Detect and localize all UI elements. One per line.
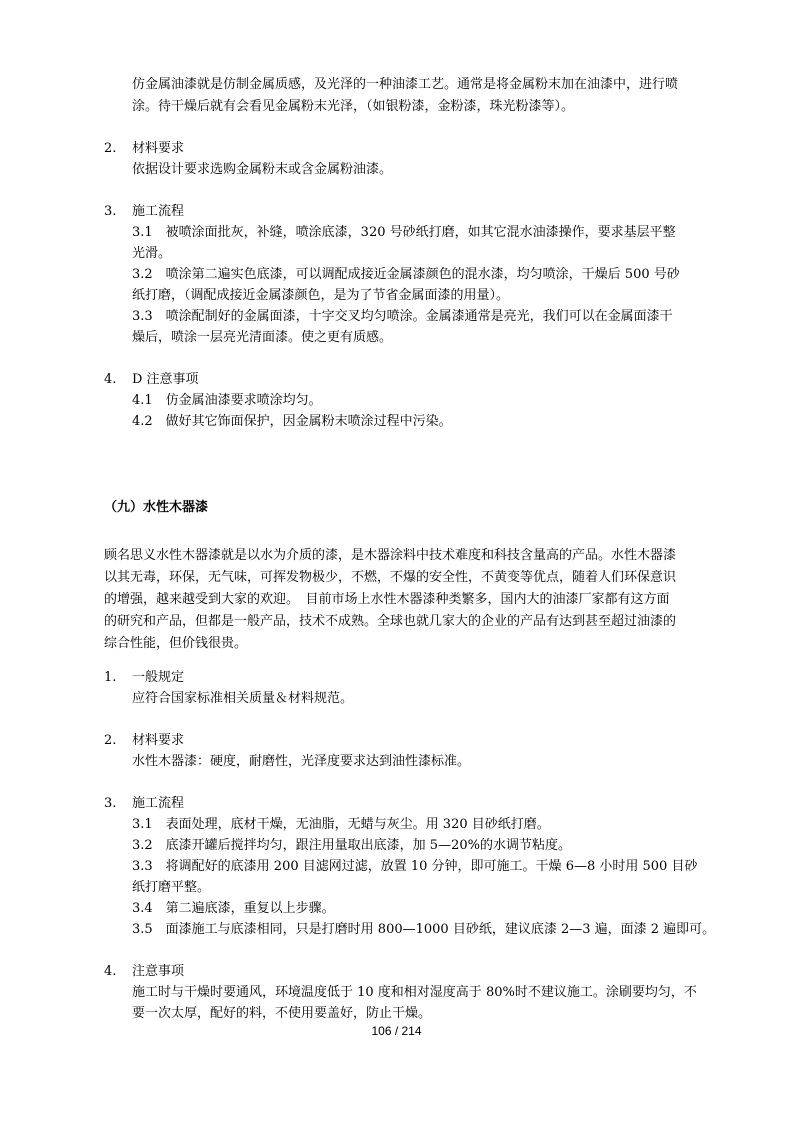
- step-line: 3.1 表面处理，底材干燥，无油脂，无蜡与灰尘。用 320 目砂纸打磨。: [132, 817, 550, 832]
- step-line: 纸打磨平整。: [132, 880, 211, 895]
- step-line: 燥后，喷涂一层亮光清面漆。使之更有质感。: [132, 330, 393, 345]
- section-heading: 材料要求: [132, 733, 185, 748]
- step-line: 光滑。: [132, 246, 172, 261]
- note-item: 4.2 做好其它饰面保护，因金属粉末喷涂过程中污染。: [132, 414, 452, 429]
- paragraph-line: 仿金属油漆就是仿制金属质感，及光泽的一种油漆工艺。通常是将金属粉末加在油漆中，进行喷: [132, 77, 679, 92]
- intro-line: 的研究和产品，但都是一般产品，技术不成熟。全球也就几家大的企业的产品有达到甚至超过油漆的: [104, 614, 677, 629]
- list-number: 2.: [104, 733, 117, 748]
- section-heading: 施工流程: [132, 796, 185, 811]
- section-heading: 施工流程: [132, 204, 185, 219]
- paragraph-line: 涂。待干燥后就有会看见金属粉末光泽，（如银粉漆，金粉漆，珠光粉漆等）。: [132, 99, 575, 114]
- note-line: 施工时与干燥时要通风，环境温度低于 10 度和相对湿度高于 80%时不建议施工。涂刷要均匀，不: [132, 985, 697, 1000]
- section-heading: D 注意事项: [132, 372, 199, 387]
- step-line: 3.2 底漆开罐后搅拌均匀，跟注用量取出底漆，加 5—20%的水调节粘度。: [132, 838, 571, 853]
- section-heading: 材料要求: [132, 141, 185, 156]
- intro-line: 以其无毒，环保，无气味，可挥发物极少，不燃，不爆的安全性，不黄变等优点，随着人们环保意识: [104, 570, 677, 585]
- section-body: 应符合国家标准相关质量＆材料规范。: [132, 691, 354, 706]
- intro-line: 综合性能，但价钱很贵。: [104, 636, 248, 651]
- intro-line: 顾名思义水性木器漆就是以水为介质的漆，是木器涂料中技术难度和科技含量高的产品。水性木器漆: [104, 548, 677, 563]
- list-number: 3.: [104, 204, 117, 219]
- note-item: 4.1 仿金属油漆要求喷涂均匀。: [132, 393, 322, 408]
- step-line: 3.3 将调配好的底漆用 200 目滤网过滤，放置 10 分钟，即可施工。干燥 6—8 小时用 500 目砂: [132, 859, 698, 874]
- section-body: 水性木器漆：硬度，耐磨性，光泽度要求达到油性漆标准。: [132, 754, 471, 769]
- step-line: 3.5 面漆施工与底漆相同，只是打磨时用 800—1000 目砂纸，建议底漆 2—3 遍，面漆 2 遍即可。: [132, 922, 716, 937]
- intro-line: 的增强，越来越受到大家的欢迎。 目前市场上水性木器漆种类繁多，国内大的油漆厂家都有这方面: [104, 592, 670, 607]
- step-line: 3.2 喷涂第二遍实色底漆，可以调配成接近金属漆颜色的混水漆，均匀喷涂，干燥后 500 号砂: [132, 267, 680, 282]
- section-heading: 注意事项: [132, 964, 185, 979]
- section-title: （九）水性木器漆: [104, 500, 209, 515]
- step-line: 纸打磨，（调配成接近金属漆颜色，是为了节省金属面漆的用量）。: [132, 288, 510, 303]
- list-number: 1.: [104, 670, 117, 685]
- step-line: 3.1 被喷涂面批灰，补缝，喷涂底漆，320 号砂纸打磨，如其它混水油漆操作，要求基层平整: [132, 225, 676, 240]
- list-number: 3.: [104, 796, 117, 811]
- list-number: 4.: [104, 964, 117, 979]
- step-line: 3.4 第二遍底漆，重复以上步骤。: [132, 901, 335, 916]
- list-number: 4.: [104, 372, 117, 387]
- step-line: 3.3 喷涂配制好的金属面漆，十字交叉均匀喷涂。金属漆通常是亮光，我们可以在金属面漆干: [132, 309, 673, 324]
- note-line: 要一次太厚，配好的料，不使用要盖好，防止干燥。: [132, 1006, 432, 1021]
- section-heading: 一般规定: [132, 670, 185, 685]
- page-number: 106 / 214: [371, 1024, 422, 1038]
- list-number: 2.: [104, 141, 117, 156]
- section-body: 依据设计要求选购金属粉末或含金属粉油漆。: [132, 162, 393, 177]
